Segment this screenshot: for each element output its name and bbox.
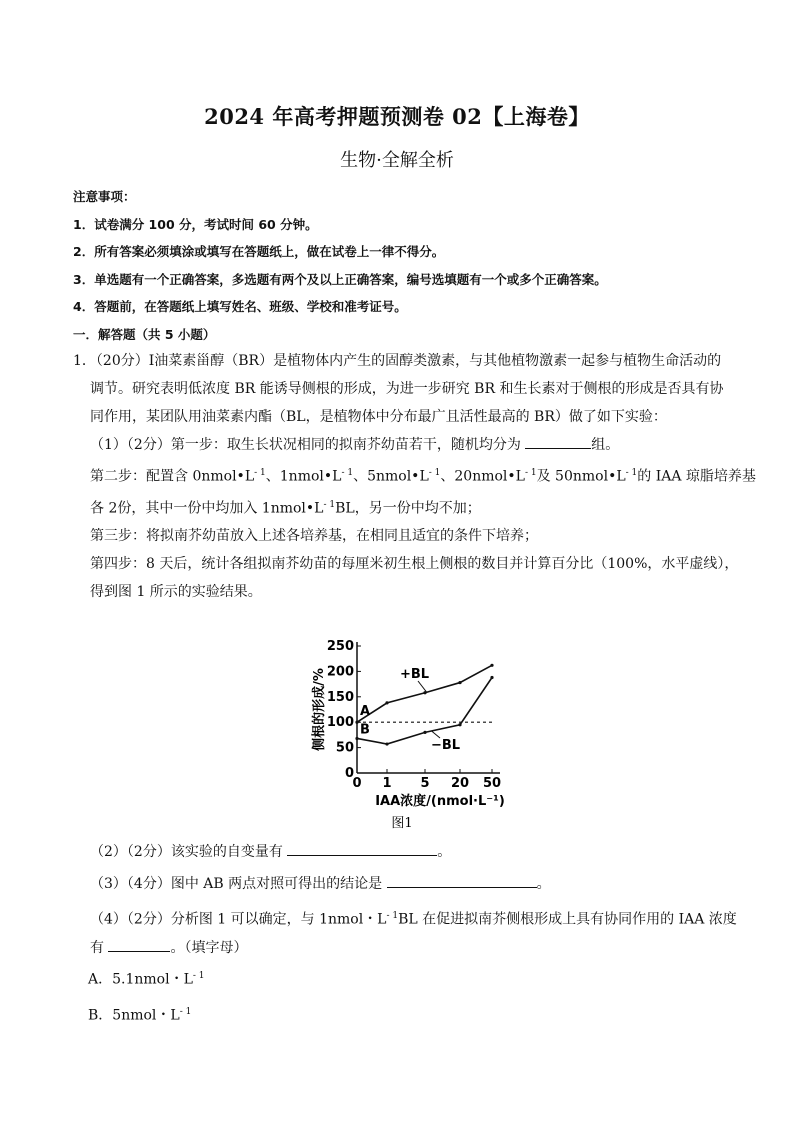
- point-label-b: B: [360, 722, 370, 738]
- q4-text: 有: [90, 939, 104, 956]
- q1-step4-cont: 得到图 1 所示的实验结果。: [90, 584, 262, 601]
- period: 。: [536, 876, 551, 892]
- option-a-text: A．5.1nmol・L: [88, 971, 193, 988]
- page-title: 2024 年高考押题预测卷 02【上海卷】: [204, 104, 590, 129]
- x-tick-label: 5: [420, 776, 430, 791]
- y-tick-label: 250: [326, 639, 354, 654]
- step2-text: 、5nmol•L: [353, 468, 429, 485]
- series-label: +BL: [400, 667, 430, 682]
- superscript: - 1: [323, 499, 336, 510]
- leader-line: [418, 681, 427, 693]
- data-point: [458, 681, 461, 684]
- q1-step4: 第四步：8 天后，统计各组拟南芥幼苗的每厘米初生根上侧根的数目并计算百分比（100%，水平虚线），: [90, 556, 739, 573]
- superscript: - 1: [179, 1006, 192, 1017]
- q3-text: （3）（4分）图中 AB 两点对照可得出的结论是: [90, 876, 383, 892]
- note-item: 2．所有答案必须填涂或填写在答题纸上，做在试卷上一律不得分。: [73, 244, 445, 259]
- answer-blank[interactable]: [287, 841, 437, 856]
- x-tick-label: 0: [352, 776, 362, 791]
- series-line-minus-bl: [357, 677, 492, 744]
- x-axis-label: IAA浓度/(nmol·L⁻¹): [375, 794, 505, 809]
- q4-line-cont: [73, 934, 733, 962]
- superscript: - 1: [341, 468, 354, 478]
- data-point: [385, 701, 388, 704]
- data-point: [355, 721, 358, 724]
- point-label-a: A: [360, 704, 371, 720]
- q2-line: [73, 838, 733, 866]
- q2-text: （2）（2分）该实验的自变量有: [90, 844, 283, 860]
- superscript: - 1: [524, 468, 537, 478]
- step1-text: （1）（2分）第一步：取生长状况相同的拟南芥幼苗若干，随机均分为: [90, 437, 521, 453]
- step2-text: 各 2份，其中一份中均加入 1nmol•L: [90, 500, 324, 517]
- page-subtitle: 生物·全解全析: [340, 150, 454, 171]
- y-tick-label: 200: [326, 664, 354, 680]
- data-point: [490, 676, 493, 679]
- answer-blank[interactable]: [387, 873, 537, 888]
- lateral-root-chart: [290, 634, 510, 834]
- note-item: 3．单选题有一个正确答案，多选题有两个及以上正确答案，编号选填题有一个或多个正确答案。: [73, 271, 607, 287]
- option-b-text: B．5nmol・L: [88, 1007, 180, 1024]
- step1-suffix: 组。: [591, 437, 620, 453]
- q1-step2: [73, 459, 756, 491]
- q1-step3: 第三步：将拟南芥幼苗放入上述各培养基，在相同且适宜的条件下培养；: [90, 528, 538, 545]
- y-axis-label: 侧根的形成/%: [312, 668, 327, 751]
- notes-heading: 注意事项：: [73, 189, 136, 204]
- step2-text: 、1nmol•L: [265, 468, 342, 485]
- option-b[interactable]: [88, 996, 205, 1032]
- superscript: - 1: [386, 911, 399, 921]
- q1-step2-cont: [73, 491, 733, 523]
- step2-text: 及 50nmol•L: [536, 468, 626, 485]
- q1-intro-line: 调节。研究表明低浓度 BR 能诱导侧根的形成，为进一步研究 BR 和生长素对于侧根的形成是否具有协: [90, 381, 724, 397]
- options: [88, 960, 205, 1031]
- data-point: [490, 664, 493, 667]
- step2-text: 第二步：配置含 0nmol•L: [90, 468, 255, 485]
- superscript: - 1: [192, 971, 205, 981]
- q3-line: [73, 870, 733, 898]
- series-label: −BL: [431, 738, 461, 753]
- note-item: 4．答题前，在答题纸上填写姓名、班级、学校和准考证号。: [73, 299, 407, 314]
- option-a[interactable]: [88, 960, 205, 996]
- answer-blank[interactable]: [525, 434, 591, 449]
- section-heading: 一．解答题（共 5 小题）: [73, 326, 216, 342]
- superscript: - 1: [254, 468, 266, 478]
- figure-caption: 图1: [391, 816, 413, 831]
- y-tick-label: 150: [326, 689, 354, 705]
- superscript: - 1: [428, 468, 441, 478]
- step2-text: 的 IAA 琼脂培养基: [637, 468, 756, 485]
- step2-text: 、20nmol•L: [440, 468, 525, 485]
- q4-line: [73, 902, 737, 934]
- note-item: 1．试卷满分 100 分，考试时间 60 分钟。: [73, 216, 318, 232]
- data-point: [458, 723, 461, 726]
- step2-text: BL，另一份中均不加；: [335, 500, 481, 517]
- y-tick-label: 0: [344, 766, 354, 781]
- q4-text: BL 在促进拟南芥侧根形成上具有协同作用的 IAA 浓度: [398, 911, 737, 928]
- q4-text: 。（填字母）: [170, 939, 248, 956]
- leader-line: [432, 731, 440, 738]
- data-point: [355, 737, 358, 740]
- sub-questions: [73, 838, 737, 962]
- y-tick-label: 100: [326, 715, 354, 731]
- data-point: [423, 731, 426, 734]
- x-tick-label: 50: [482, 776, 502, 791]
- period: 。: [437, 844, 452, 860]
- notes-section: [73, 183, 733, 348]
- answer-blank[interactable]: [108, 937, 170, 952]
- x-tick-label: 1: [382, 776, 392, 791]
- q1-intro-line: 同作用，某团队用油菜素内酯（BL，是植物体中分布最广且活性最高的 BR）做了如下实验：: [90, 409, 667, 425]
- data-point: [385, 742, 388, 745]
- x-tick-label: 20: [450, 776, 470, 791]
- superscript: - 1: [625, 468, 638, 478]
- q1-step1: [73, 431, 733, 459]
- question-1: [73, 347, 756, 606]
- y-tick-label: 50: [335, 740, 354, 756]
- q4-text: （4）（2分）分析图 1 可以确定，与 1nmol・L: [90, 911, 387, 928]
- q1-intro-line: 1．（20分）Ⅰ油菜素甾醇（BR）是植物体内产生的固醇类激素，与其他植物激素一起参与植物生命活动的: [73, 353, 722, 369]
